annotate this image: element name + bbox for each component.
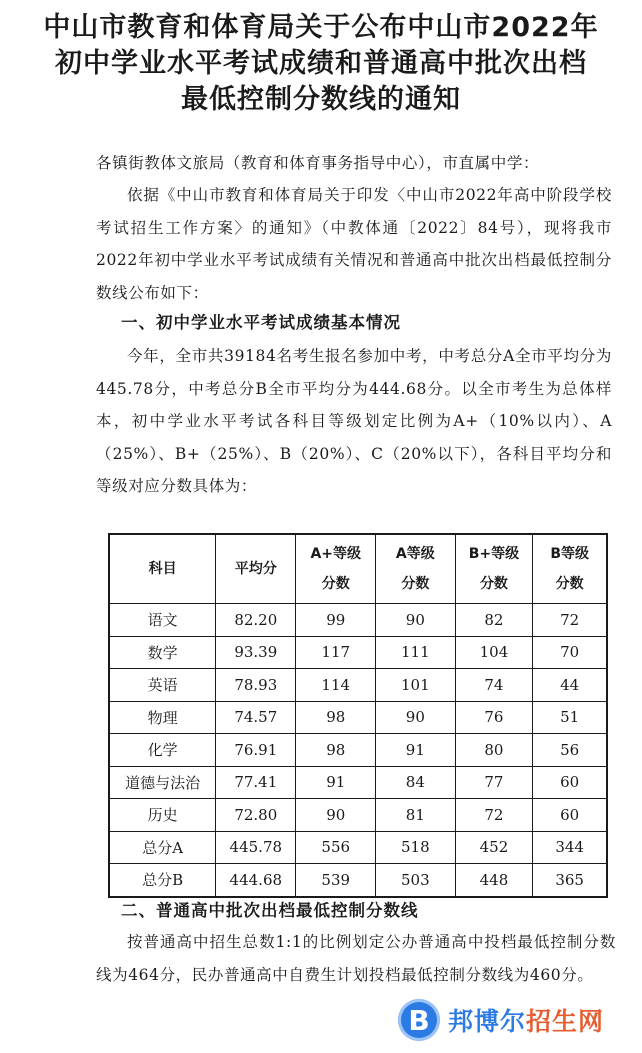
cell-a: 503: [376, 864, 455, 897]
cell-subject: 数学: [109, 636, 216, 669]
cell-b: 70: [533, 636, 607, 669]
cell-a: 84: [376, 766, 455, 799]
cell-b: 51: [533, 701, 607, 734]
cell-b: 344: [533, 831, 607, 864]
cell-b-plus: 74: [455, 669, 533, 702]
title-line-2: 初中学业水平考试成绩和普通高中批次出档: [55, 48, 587, 79]
cell-average: 76.91: [216, 734, 296, 767]
cell-a: 90: [376, 604, 455, 637]
section-1-paragraph: 今年，全市共39184名考生报名参加中考，中考总分A全市平均分为445.78分，中考总分B全市平均分为444.68分。以全市考生为总体样本，初中学业水平考试各科目等级划定比例为A+（10%以内）、A（25%）、B+（25%）、B（20%）、C（20%以下），各科目平均分和等级对应分数具体为：: [96, 347, 612, 495]
table-row: [109, 766, 607, 799]
watermark-text-part2: 招生网: [526, 1007, 605, 1036]
cell-a: 81: [376, 799, 455, 832]
cell-b: 56: [533, 734, 607, 767]
table-row: [109, 669, 607, 702]
cell-average: 77.41: [216, 766, 296, 799]
cell-a: 90: [376, 701, 455, 734]
intro-paragraph: 依据《中山市教育和体育局关于印发〈中山市2022年高中阶段学校考试招生工作方案〉的通知》（中教体通〔2022〕84号），现将我市2022年初中学业水平考试成绩有关情况和普通高中批次出档最低控制分数线公布如下：: [96, 186, 612, 302]
header-b: B等级 分数: [533, 534, 607, 604]
cell-subject: 英语: [109, 669, 216, 702]
table-row: [109, 604, 607, 637]
section-2-heading: 二、普通高中批次出档最低控制分数线: [121, 901, 419, 920]
section-2-paragraph: 按普通高中招生总数1:1的比例划定公办普通高中投档最低控制分数线为464分，民办普通高中自费生计划投档最低控制分数线为460分。: [96, 933, 616, 984]
cell-subject: 总分B: [109, 864, 216, 897]
table-row: [109, 799, 607, 832]
cell-a-plus: 117: [296, 636, 376, 669]
cell-b: 72: [533, 604, 607, 637]
section-1-heading: 一、初中学业水平考试成绩基本情况: [121, 313, 401, 332]
cell-b: 365: [533, 864, 607, 897]
header-b-plus: B+等级 分数: [455, 534, 533, 604]
cell-average: 93.39: [216, 636, 296, 669]
watermark-text: [448, 1002, 604, 1038]
cell-b: 44: [533, 669, 607, 702]
cell-average: 74.57: [216, 701, 296, 734]
header-a-plus: A+等级 分数: [296, 534, 376, 604]
cell-b-plus: 104: [455, 636, 533, 669]
header-subject: 科目: [109, 534, 216, 604]
cell-average: 72.80: [216, 799, 296, 832]
cell-b: 60: [533, 766, 607, 799]
cell-a-plus: 539: [296, 864, 376, 897]
cell-subject: 语文: [109, 604, 216, 637]
title-line-3: 最低控制分数线的通知: [181, 84, 461, 115]
table-row: [109, 636, 607, 669]
cell-a: 101: [376, 669, 455, 702]
header-average: 平均分: [216, 534, 296, 604]
cell-a-plus: 114: [296, 669, 376, 702]
cell-average: 82.20: [216, 604, 296, 637]
cell-subject: 化学: [109, 734, 216, 767]
cell-b-plus: 448: [455, 864, 533, 897]
cell-b-plus: 452: [455, 831, 533, 864]
table-row: [109, 831, 607, 864]
table-row: [109, 734, 607, 767]
cell-average: 78.93: [216, 669, 296, 702]
table-row: [109, 864, 607, 897]
cell-a: 518: [376, 831, 455, 864]
cell-a-plus: 98: [296, 701, 376, 734]
addressee: 各镇街教体文旅局（教育和体育事务指导中心），市直属中学：: [96, 154, 540, 172]
watermark-text-part1: 邦博尔: [448, 1007, 527, 1036]
document-title: [40, 10, 602, 118]
score-table: [108, 533, 608, 898]
cell-b-plus: 80: [455, 734, 533, 767]
title-line-1: 中山市教育和体育局关于公布中山市2022年: [43, 12, 599, 43]
cell-subject: 物理: [109, 701, 216, 734]
watermark-logo-icon: B: [398, 999, 440, 1041]
header-a: A等级 分数: [376, 534, 455, 604]
cell-subject: 道德与法治: [109, 766, 216, 799]
cell-average: 445.78: [216, 831, 296, 864]
site-watermark: [398, 997, 634, 1043]
cell-a-plus: 98: [296, 734, 376, 767]
cell-b-plus: 72: [455, 799, 533, 832]
cell-b-plus: 77: [455, 766, 533, 799]
cell-a-plus: 90: [296, 799, 376, 832]
cell-b: 60: [533, 799, 607, 832]
cell-a-plus: 99: [296, 604, 376, 637]
table-header-row: [109, 534, 607, 604]
cell-a: 91: [376, 734, 455, 767]
cell-b-plus: 82: [455, 604, 533, 637]
cell-a-plus: 556: [296, 831, 376, 864]
table-row: [109, 701, 607, 734]
cell-subject: 历史: [109, 799, 216, 832]
cell-average: 444.68: [216, 864, 296, 897]
cell-a-plus: 91: [296, 766, 376, 799]
cell-subject: 总分A: [109, 831, 216, 864]
cell-a: 111: [376, 636, 455, 669]
cell-b-plus: 76: [455, 701, 533, 734]
